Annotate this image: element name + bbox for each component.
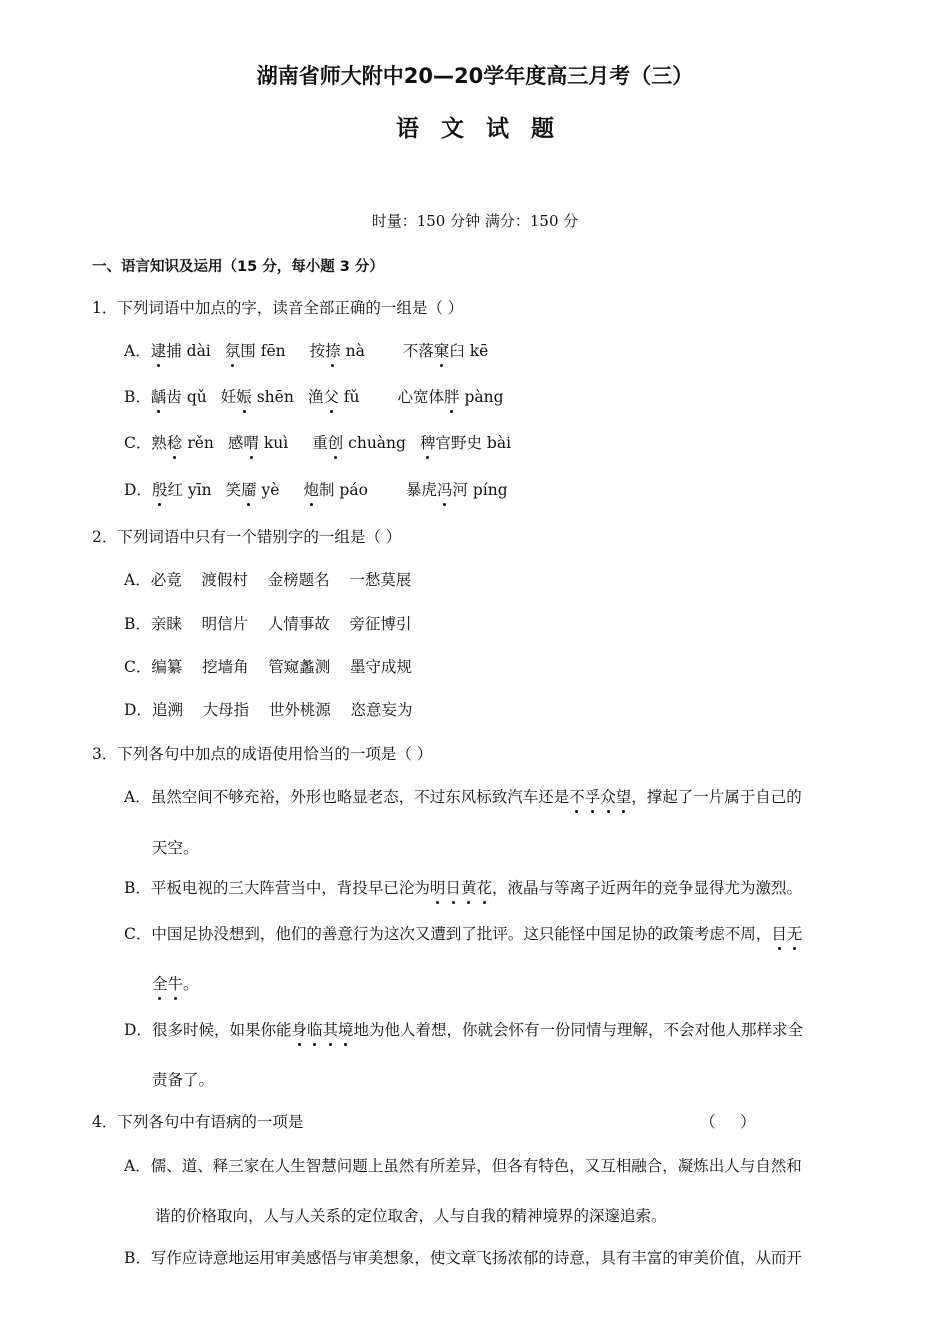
dotted-char: 身 xyxy=(291,1018,307,1040)
question-2-stem: 2．下列词语中只有一个错别字的一组是（ ） xyxy=(92,528,402,546)
option-label: A． xyxy=(124,571,151,589)
q4-option-a-line2: 谐的价格取向，人与人关系的定位取舍，人与自我的精神境界的深邃追索。 xyxy=(155,1207,667,1225)
q2-option-d xyxy=(124,698,413,720)
dotted-char: 靥 xyxy=(241,478,257,500)
q2-option-a xyxy=(124,568,411,590)
word: 齿 qǔ xyxy=(166,388,207,406)
option-text: 很多时候，如果你能 xyxy=(151,1021,292,1039)
dotted-char: 明 xyxy=(430,876,446,898)
dotted-char: 娠 xyxy=(236,385,252,407)
word: nà xyxy=(340,342,365,360)
dotted-char: 花 xyxy=(476,876,492,898)
dotted-char: 胖 xyxy=(444,385,460,407)
dotted-char: 殷 xyxy=(152,478,168,500)
dotted-char: 其 xyxy=(322,1018,338,1040)
q3-option-c-line2 xyxy=(152,972,199,994)
option-text: 地为他人着想，你就会怀有一份同情与理解，不会对他人那样求全 xyxy=(353,1021,804,1039)
word: 捕 dài xyxy=(166,342,211,360)
section-heading: 一、语言知识及运用（15 分，每小题 3 分） xyxy=(92,259,384,275)
q1-option-d xyxy=(124,478,508,500)
option-label: A． xyxy=(124,1157,151,1175)
word: 笑 xyxy=(225,481,242,499)
word: 心宽体 xyxy=(397,388,445,406)
dotted-char: 逮 xyxy=(151,339,167,361)
dotted-char: 创 xyxy=(328,431,344,453)
option-label: D． xyxy=(124,701,152,719)
dotted-char: 稔 xyxy=(167,431,183,453)
dotted-char: 窠 xyxy=(434,339,450,361)
option-label: D． xyxy=(124,1021,152,1039)
dotted-char: 众 xyxy=(600,785,616,807)
option-text: 写作应诗意地运用审美感悟与审美想象，使文章飞扬浓郁的诗意，具有丰富的审美价值，从而开 xyxy=(150,1249,802,1267)
option-text: 虽然空间不够充裕，外形也略显老态，不过东风标致汽车还是 xyxy=(150,788,570,806)
dotted-char: 临 xyxy=(307,1018,323,1040)
word: 制 páo xyxy=(318,481,368,499)
dotted-char: 捺 xyxy=(325,339,341,361)
option-text: 中国足协没想到，他们的善意行为这次又遭到了批评。这只能怪中国足协的政策考虑不周， xyxy=(151,925,772,943)
dotted-char: 境 xyxy=(338,1018,354,1040)
word: yè xyxy=(256,481,280,499)
word: 重 xyxy=(312,434,328,452)
q2-option-b xyxy=(124,612,412,634)
dotted-char: 冯 xyxy=(437,478,453,500)
q1-option-c xyxy=(124,431,511,453)
dotted-char: 稗 xyxy=(420,431,436,453)
q4-option-a xyxy=(124,1154,802,1176)
option-label: B． xyxy=(124,1249,151,1267)
dotted-char: 孚 xyxy=(585,785,601,807)
option-label: C． xyxy=(124,925,152,943)
exam-subtitle: 语文试题 xyxy=(396,116,576,142)
word: 官野史 bài xyxy=(435,434,512,452)
dotted-char: 父 xyxy=(323,385,339,407)
question-4-stem: 4．下列各句中有语病的一项是 xyxy=(92,1113,304,1131)
option-label: D． xyxy=(124,481,152,499)
word: 臼 kē xyxy=(449,342,489,360)
q3-option-a-line2: 天空。 xyxy=(152,839,199,857)
option-text: 编纂 挖墙角 管窥蠡测 墨守成规 xyxy=(151,658,412,676)
q1-option-b xyxy=(124,385,504,407)
dotted-char: 无 xyxy=(787,922,803,944)
answer-bracket: （ ） xyxy=(700,1113,756,1131)
option-label: B． xyxy=(124,879,151,897)
word: chuàng xyxy=(343,434,406,452)
dotted-char: 望 xyxy=(616,785,632,807)
q3-option-d xyxy=(124,1018,803,1040)
word: fǔ xyxy=(338,388,360,406)
dotted-char: 龋 xyxy=(151,385,167,407)
word: shēn xyxy=(251,388,294,406)
word: 妊 xyxy=(220,388,237,406)
option-text: 儒、道、释三家在人生智慧问题上虽然有所差异，但各有特色，又互相融合，凝炼出人与自然和 xyxy=(150,1157,802,1175)
q1-option-a xyxy=(124,339,488,361)
word: kuì xyxy=(258,434,289,452)
option-label: C． xyxy=(124,658,152,676)
dotted-char: 黄 xyxy=(461,876,477,898)
word: 暴虎 xyxy=(405,481,437,499)
option-text: 追溯 大母指 世外桃源 恣意妄为 xyxy=(151,701,413,719)
exam-title: 湖南省师大附中20—20学年度高三月考（三） xyxy=(256,64,694,88)
word: 红 yīn xyxy=(167,481,212,499)
q3-option-d-line2: 责备了。 xyxy=(152,1071,215,1089)
word: 渔 xyxy=(307,388,324,406)
word: 熟 xyxy=(151,434,167,452)
question-1-stem: 1．下列词语中加点的字，读音全部正确的一组是（ ） xyxy=(92,299,464,317)
option-text: 。 xyxy=(183,975,199,993)
question-3-stem: 3．下列各句中加点的成语使用恰当的一项是（ ） xyxy=(92,745,433,763)
dotted-char: 日 xyxy=(445,876,461,898)
dotted-char: 喟 xyxy=(243,431,259,453)
dotted-char: 全 xyxy=(152,972,168,994)
q4-option-b xyxy=(124,1246,802,1268)
option-label: C． xyxy=(124,434,152,452)
word: rěn xyxy=(182,434,214,452)
word: 河 píng xyxy=(452,481,508,499)
word: 围 fēn xyxy=(240,342,286,360)
q3-option-a xyxy=(124,785,802,807)
word: 不落 xyxy=(402,342,434,360)
word: 按 xyxy=(309,342,326,360)
option-label: A． xyxy=(124,788,151,806)
q3-option-b xyxy=(124,876,802,898)
word: pàng xyxy=(459,388,504,406)
dotted-char: 氛 xyxy=(225,339,241,361)
dotted-char: 目 xyxy=(771,922,787,944)
option-label: B． xyxy=(124,388,151,406)
option-text: 平板电视的三大阵营当中，背投早已沦为 xyxy=(150,879,430,897)
dotted-char: 炮 xyxy=(303,478,319,500)
exam-meta: 时量：150 分钟 满分：150 分 xyxy=(371,212,579,230)
option-text: 亲睐 明信片 人情事故 旁征博引 xyxy=(150,615,412,633)
option-text: ，液晶与等离子近两年的竞争显得尤为激烈。 xyxy=(491,879,802,897)
option-text: 必竟 渡假村 金榜题名 一愁莫展 xyxy=(150,571,412,589)
option-text: ，撑起了一片属于自己的 xyxy=(631,788,802,806)
word: 感 xyxy=(227,434,244,452)
q2-option-c xyxy=(124,655,412,677)
q3-option-c xyxy=(124,922,802,944)
dotted-char: 不 xyxy=(569,785,585,807)
option-label: A． xyxy=(124,342,151,360)
option-label: B． xyxy=(124,615,151,633)
dotted-char: 牛 xyxy=(168,972,184,994)
